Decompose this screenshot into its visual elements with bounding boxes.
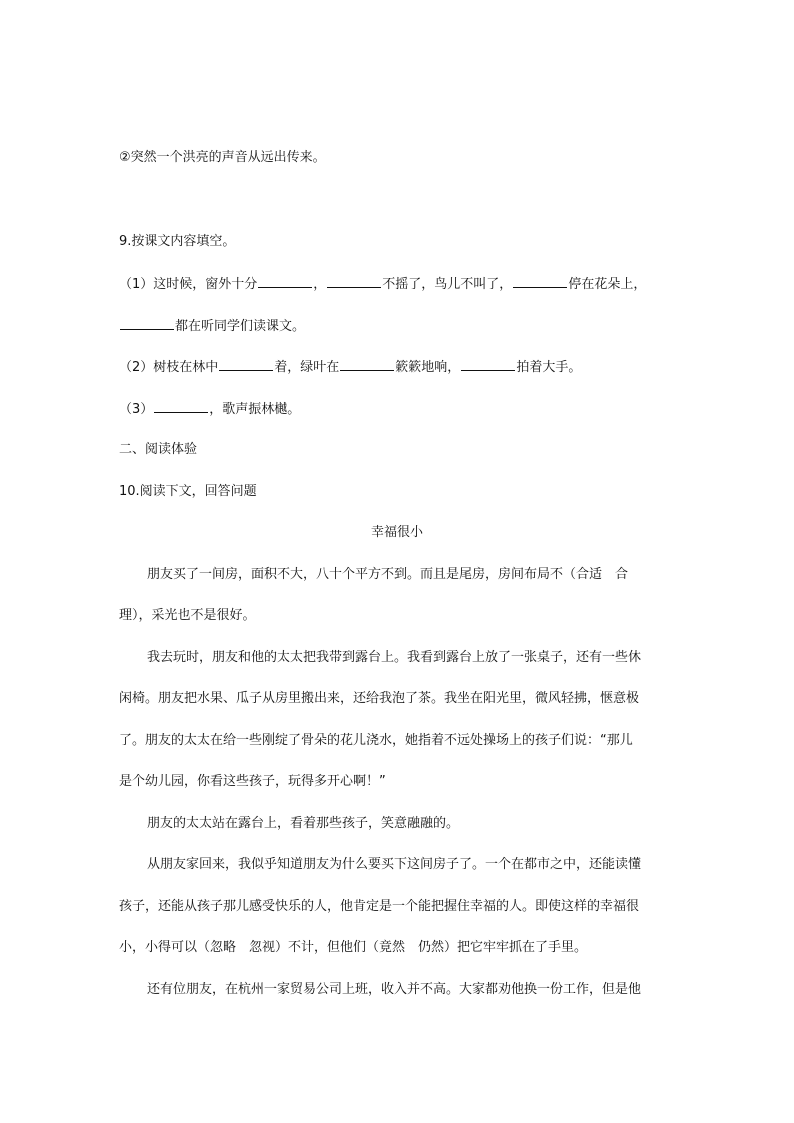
q9-p2-text-d: 拍着大手。 (516, 360, 582, 375)
blank-field (513, 275, 567, 288)
blank-field (327, 275, 381, 288)
story-line: 朋友买了一间房，面积不大，八十个平方不到。而且是尾房，房间布局不（合适 合 (147, 567, 629, 582)
q9-p1-text-c: 不摇了，鸟儿不叫了， (382, 277, 513, 292)
story-line: 还有位朋友，在杭州一家贸易公司上班，收入并不高。大家都劝他换一份工作，但是他 (147, 982, 642, 997)
question-9-part-1-cont (119, 317, 305, 336)
story-line: 我去玩时，朋友和他的太太把我带到露台上。我看到露台上放了一张桌子，还有一些休 (147, 650, 642, 665)
sentence-2: ②突然一个洪亮的声音从远出传来。 (119, 150, 326, 165)
story-line: 孩子，还能从孩子那儿感受快乐的人，他肯定是一个能把握住幸福的人。即使这样的幸福很 (119, 899, 640, 914)
q9-p1-text-b: ， (313, 277, 327, 292)
q9-p2-text-b: 着，绿叶在 (274, 360, 340, 375)
story-line: 了。朋友的太太在给一些刚绽了骨朵的花儿浇水，她指着不远处操场上的孩子们说：“那儿 (119, 733, 633, 748)
story-title: 幸福很小 (370, 525, 423, 540)
q9-p2-text-a: （2）树枝在林中 (119, 360, 219, 375)
q9-p1-text-e: 都在听同学们读课文。 (175, 319, 306, 334)
question-9-title: 9.按课文内容填空。 (119, 234, 236, 249)
section-heading: 二、阅读体验 (119, 442, 198, 457)
story-line: 从朋友家回来，我似乎知道朋友为什么要买下这间房子了。一个在都市之中，还能读懂 (147, 857, 642, 872)
blank-field (461, 358, 515, 371)
question-10-title: 10.阅读下文，回答问题 (119, 484, 257, 499)
q9-p3-text-a: （3） (119, 402, 154, 417)
question-9-part-2 (119, 358, 581, 377)
story-line: 闲椅。朋友把水果、瓜子从房里搬出来，还给我泡了茶。我坐在阳光里，微风轻拂，惬意极 (119, 691, 640, 706)
blank-field (219, 358, 273, 371)
blank-field (120, 317, 174, 330)
question-9-part-3 (119, 400, 300, 419)
story-line: 是个幼儿园，你看这些孩子，玩得多开心啊！” (119, 774, 386, 789)
story-line: 朋友的太太站在露台上，看着那些孩子，笑意融融的。 (147, 816, 460, 831)
story-line: 小，小得可以（忽略 忽视）不计，但他们（竟然 仍然）把它牢牢抓在了手里。 (119, 940, 588, 955)
blank-field (154, 400, 208, 413)
question-9-part-1 (119, 275, 646, 294)
q9-p3-text-b: ，歌声振林樾。 (209, 402, 301, 417)
story-line: 理），采光也不是很好。 (119, 608, 256, 623)
blank-field (340, 358, 394, 371)
q9-p1-text-d: 停在花朵上， (568, 277, 647, 292)
q9-p1-text-a: （1）这时候，窗外十分 (119, 277, 258, 292)
q9-p2-text-c: 簌簌地响， (395, 360, 461, 375)
blank-field (258, 275, 312, 288)
